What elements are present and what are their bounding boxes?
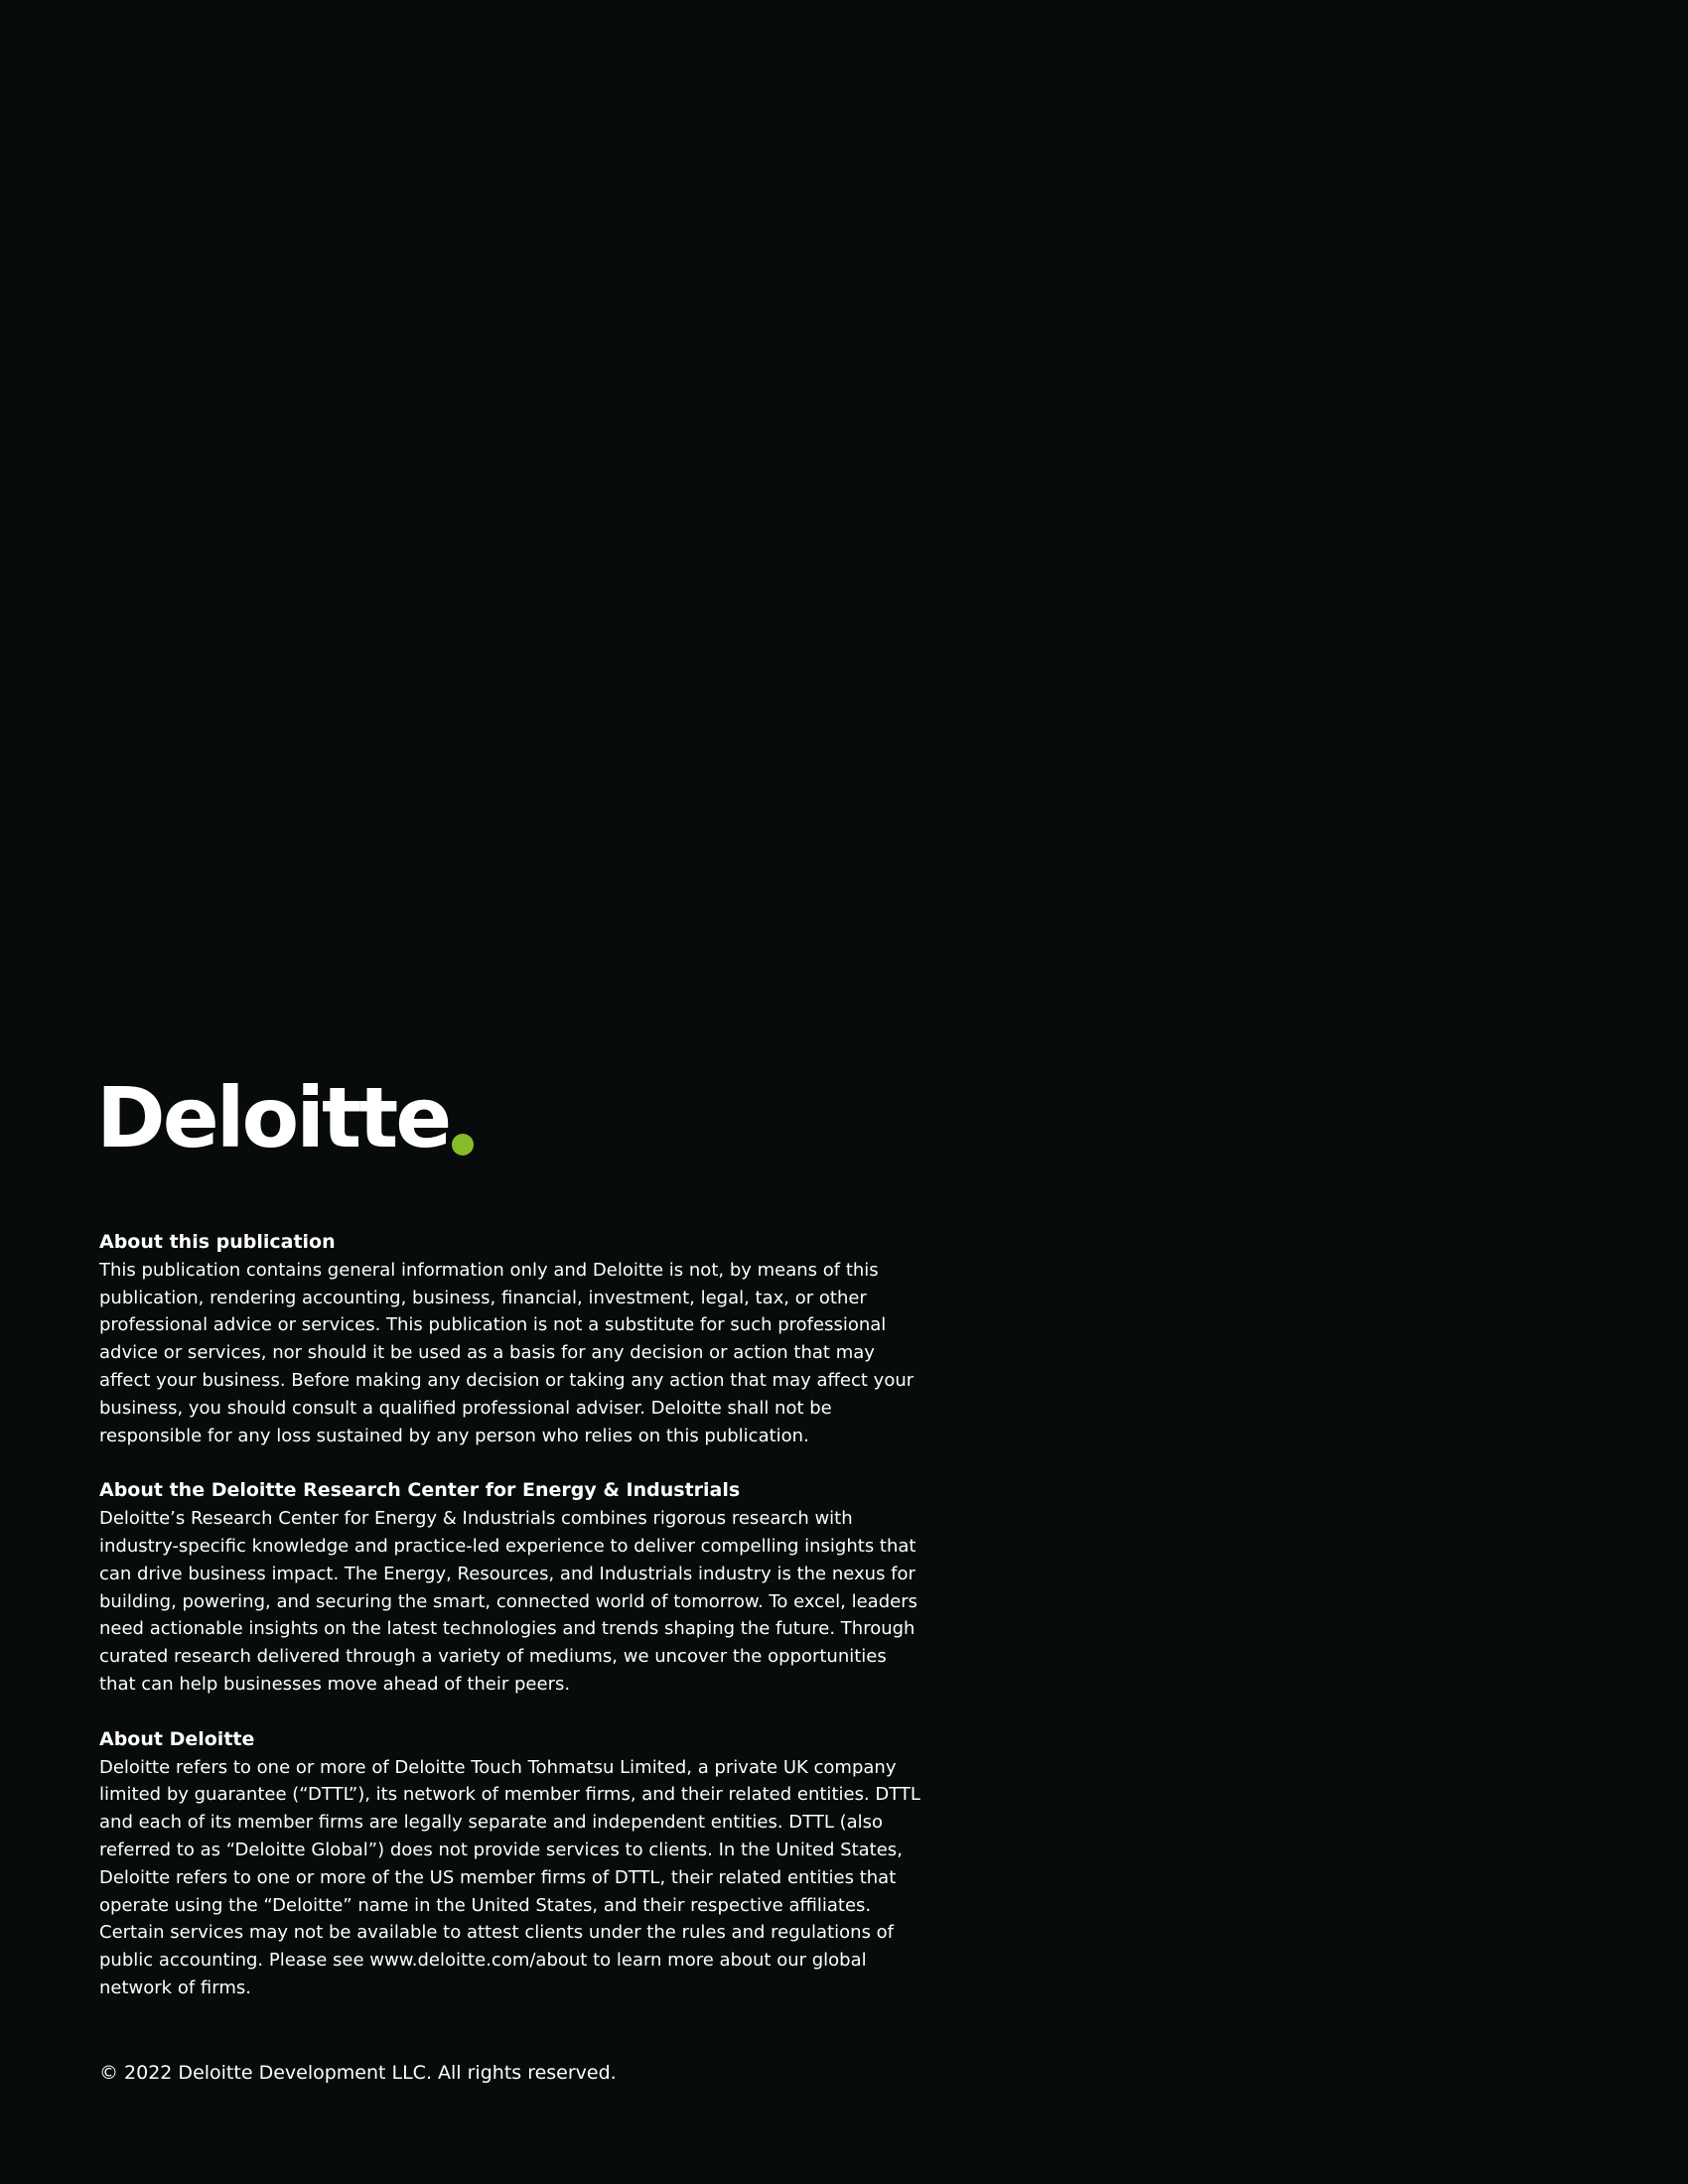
section-body: Deloitte refers to one or more of Deloitte Touch Tohmatsu Limited, a private UK company limited by guarantee (“DTTL”), its network of member firms, and their related entities. DTTL and each of its member firms are legally separate and independent entities. DTTL (also referred to as “Deloitte Global”) does not provide services to clients. In the United States, Deloitte refers to one or more of the US member firms of DTTL, their related entities that operate using the “Deloitte” name in the United States, and their respective affiliates. Certain services may not be available to attest clients under the rules and regulations of public accounting. Please see www.deloitte.com/about to learn more about our global network of firms. (99, 1756, 920, 1998)
copyright-notice: © 2022 Deloitte Development LLC. All rights reserved. (99, 2062, 617, 2084)
about-deloitte-section (99, 1726, 923, 2002)
about-research-center-section (99, 1477, 923, 1698)
section-title: About the Deloitte Research Center for Energy & Industrials (99, 1479, 741, 1502)
section-body: This publication contains general information only and Deloitte is not, by means of this publication, rendering accounting, business, financial, investment, legal, tax, or other professional advice or services. This publication is not a substitute for such professional advice or services, nor should it be used as a basis for any decision or action that may affect your business. Before making any decision or taking any action that may affect your business, you should consult a qualified professional adviser. Deloitte shall not be responsible for any loss sustained by any person who relies on this publication. (99, 1259, 914, 1446)
logo-green-dot (452, 1134, 474, 1156)
logo-wordmark: Deloitte (96, 1069, 450, 1166)
section-title: About this publication (99, 1231, 336, 1253)
section-body: Deloitte’s Research Center for Energy & Industrials combines rigorous research with industry-specific knowledge and practice-led experience to deliver compelling insights that can drive business impact. The Energy, Resources, and Industrials industry is the nexus for building, powering, and securing the smart, connected world of tomorrow. To excel, leaders need actionable insights on the latest technologies and trends shaping the future. Through curated research delivered through a variety of mediums, we uncover the opportunities that can help businesses move ahead of their peers. (99, 1508, 917, 1695)
about-publication-section (99, 1229, 923, 1449)
deloitte-logo (96, 1060, 474, 1166)
about-content (99, 1229, 923, 2030)
section-title: About Deloitte (99, 1727, 255, 1750)
